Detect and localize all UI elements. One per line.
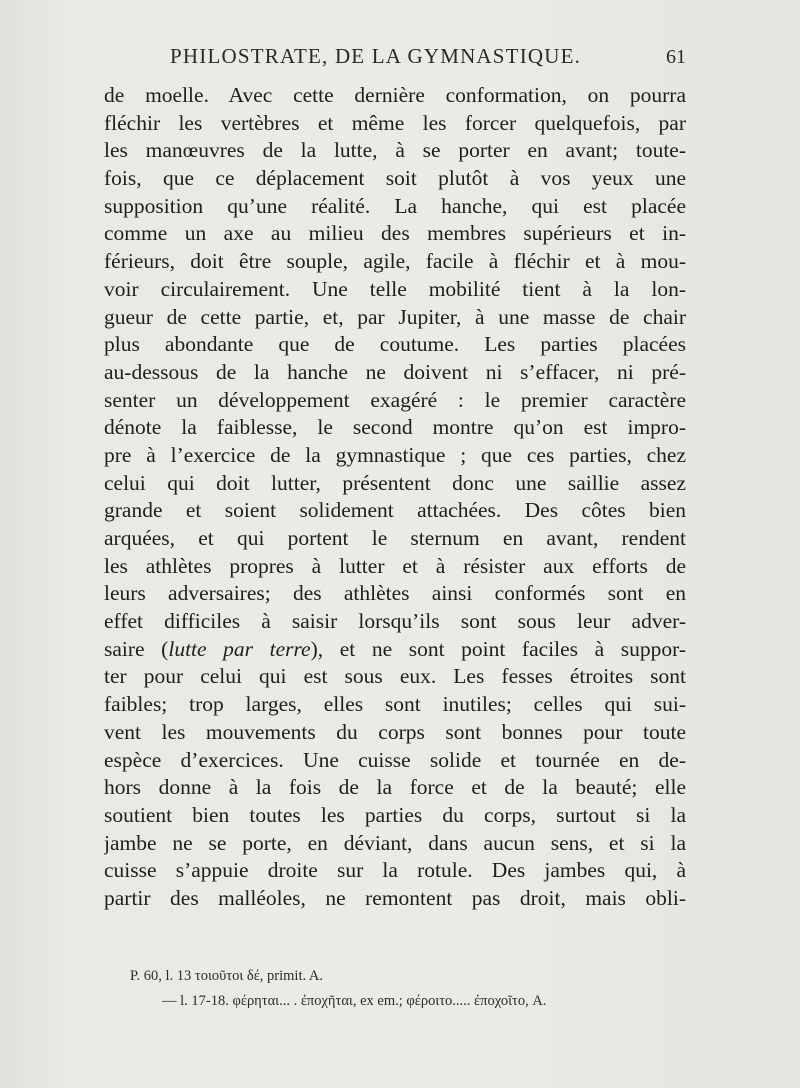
footnote-line: — l. 17-18. φέρηται... . ἐποχῆται, ex em.; φέροιτο..... ἐποχοῖτο, A. xyxy=(162,993,547,1009)
italic-phrase: lutte par terre xyxy=(168,636,311,661)
text-line: soutient bien toutes les parties du corps, surtout si la xyxy=(104,802,686,827)
text-line: hors donne à la fois de la force et de la beauté; elle xyxy=(104,775,686,800)
text-line: grande et soient solidement attachées. Des côtes bien xyxy=(104,498,686,523)
text-line: jambe ne se porte, en déviant, dans aucun sens, et si la xyxy=(104,830,686,855)
text-line: fois, que ce déplacement soit plutôt à vos yeux une xyxy=(104,166,686,191)
footnotes xyxy=(130,964,710,1014)
page-header xyxy=(170,44,710,72)
text-fragment: ), et ne sont point faciles à suppor- xyxy=(310,636,686,661)
running-title: PHILOSTRATE, DE LA GYMNASTIQUE. xyxy=(170,44,582,68)
text-line-with-italic xyxy=(104,636,686,664)
text-line: voir circulairement. Une telle mobilité tient à la lon- xyxy=(104,276,686,301)
text-line: effet difficiles à saisir lorsqu’ils sont sous leur adver- xyxy=(104,609,686,634)
page-number: 61 xyxy=(666,46,686,68)
text-line: espèce d’exercices. Une cuisse solide et tournée en de- xyxy=(104,747,686,772)
text-line: pre à l’exercice de la gymnastique ; que ces parties, chez xyxy=(104,442,686,467)
text-line: fléchir les vertèbres et même les forcer quelquefois, par xyxy=(104,110,686,135)
text-line: gueur de cette partie, et, par Jupiter, à une masse de chair xyxy=(104,304,686,329)
text-line: les athlètes propres à lutter et à résister aux efforts de xyxy=(104,553,686,578)
text-line: faibles; trop larges, elles sont inutiles; celles qui sui- xyxy=(104,692,686,717)
text-line: les manœuvres de la lutte, à se porter en avant; toute- xyxy=(104,138,686,163)
text-line: partir des malléoles, ne remontent pas droit, mais obli- xyxy=(104,885,686,910)
footnote-line: P. 60, l. 13 τοιοῦτοι δέ, primit. A. xyxy=(130,968,324,984)
text-line: au-dessous de la hanche ne doivent ni s’effacer, ni pré- xyxy=(104,359,686,384)
text-line: senter un développement exagéré : le premier caractère xyxy=(104,387,686,412)
text-line: de moelle. Avec cette dernière conformation, on pourra xyxy=(104,83,686,107)
text-line: cuisse s’appuie droite sur la rotule. Des jambes qui, à xyxy=(104,858,686,883)
text-line: férieurs, doit être souple, agile, facile à fléchir et à mou- xyxy=(104,249,686,274)
text-line: supposition qu’une réalité. La hanche, qui est placée xyxy=(104,193,686,218)
text-line: arquées, et qui portent le sternum en avant, rendent xyxy=(104,526,686,550)
text-line: ter pour celui qui est sous eux. Les fesses étroites sont xyxy=(104,664,686,689)
text-line: dénote la faiblesse, le second montre qu’on est impro- xyxy=(104,415,686,440)
body-text xyxy=(104,82,686,913)
text-line: leurs adversaires; des athlètes ainsi conformés sont en xyxy=(104,581,686,606)
text-line: vent les mouvements du corps sont bonnes pour toute xyxy=(104,719,686,744)
text-line: plus abondante que de coutume. Les parties placées xyxy=(104,332,686,357)
text-fragment: saire ( xyxy=(104,636,169,661)
text-line: comme un axe au milieu des membres supérieurs et in- xyxy=(104,221,686,246)
text-line: celui qui doit lutter, présentent donc une saillie assez xyxy=(104,470,686,495)
